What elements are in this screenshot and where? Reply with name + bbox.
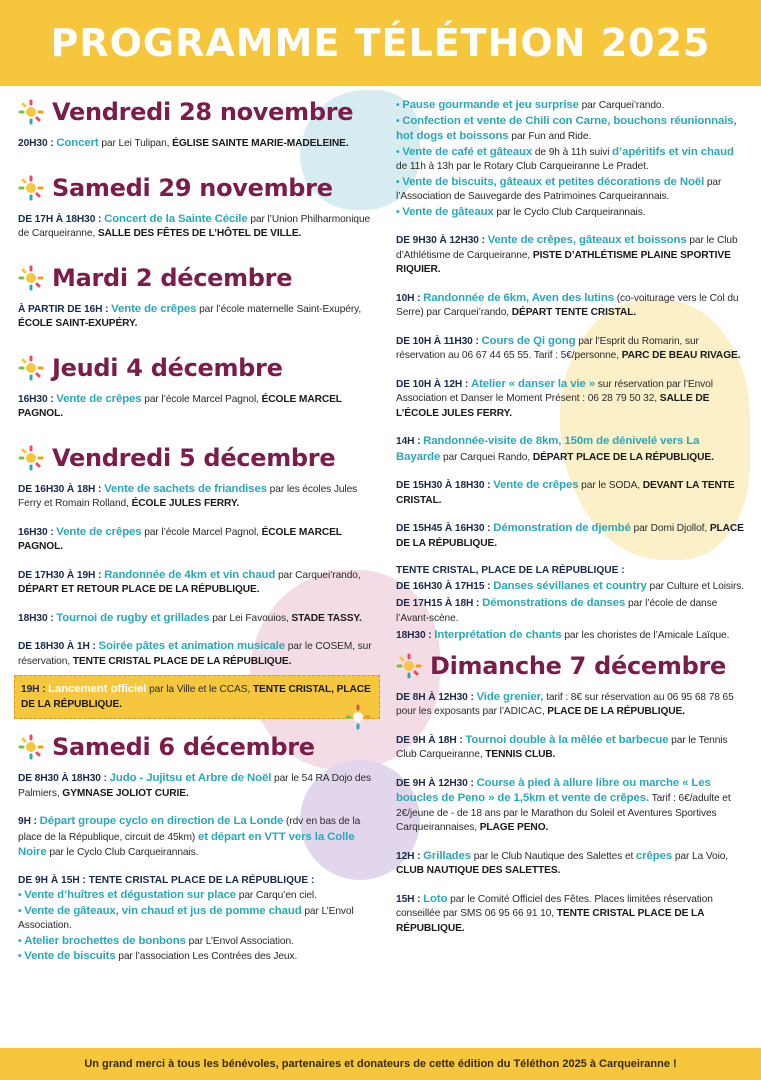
- event-item: [396, 596, 746, 626]
- sun-icon: [18, 355, 44, 381]
- page-title: PROGRAMME TÉLÉTHON 2025: [50, 21, 711, 65]
- event-organizer: par Carquei Rando,: [440, 451, 533, 463]
- day-title: Dimanche 7 décembre: [430, 651, 726, 680]
- event-place: TENNIS CLUB.: [485, 749, 556, 760]
- event-activity: Tournoi double à la mêlée et barbecue: [465, 733, 669, 746]
- event-activity: Vente d’huîtres et dégustation sur place: [24, 889, 237, 901]
- event-organizer: par Carqu’en ciel.: [236, 890, 317, 901]
- event-activity: Tournoi de rugby et grillades: [56, 611, 210, 624]
- event-place: STADE TASSY.: [291, 612, 362, 624]
- event-item: [396, 434, 746, 465]
- event-item: [396, 690, 746, 720]
- event-activity: Vente de gâteaux, vin chaud et jus de pomme chaud: [24, 904, 302, 917]
- event-time: DE 15H45 À 16H30 :: [396, 523, 494, 534]
- event-organizer: par l’Association de Sauvegarde des Patrimoines Carqueirannais.: [396, 176, 722, 202]
- event-time: 10H :: [396, 292, 424, 304]
- event-organizer: par Lei Favouios,: [209, 612, 292, 624]
- event-place: ÉCOLE SAINT-EXUPÉRY.: [18, 318, 138, 329]
- event-organizer: par la Ville et le CCAS,: [146, 684, 253, 695]
- event-item: [18, 611, 376, 627]
- bullet-icon: •: [396, 100, 403, 111]
- bullet-item: [396, 175, 746, 205]
- event-time: 18H30 :: [18, 612, 57, 624]
- bullet-icon: •: [18, 890, 25, 901]
- day-title: Samedi 6 décembre: [52, 733, 315, 761]
- event-place: ÉCOLE JULES FERRY.: [131, 498, 240, 509]
- event-activity: Loto: [423, 892, 448, 905]
- event-place: GYMNASE JOLIOT CURIE.: [62, 787, 189, 799]
- event-activity: Vente de café et gâteaux: [402, 145, 533, 158]
- event-place: DEVANT LA TENTE CRISTAL.: [396, 480, 735, 506]
- event-time: DE 16H30 À 17H15 :: [396, 580, 494, 592]
- footer-banner: Un grand merci à tous les bénévoles, partenaires et donateurs de cette édition du Téléthon 2025 à Carqueiranne !: [0, 1048, 761, 1080]
- event-time: DE 9H À 18H :: [396, 734, 466, 746]
- event-time: DE 8H À 12H30 :: [396, 691, 477, 703]
- bullet-item: [396, 114, 746, 145]
- event-organizer: par l’école Marcel Pagnol,: [141, 526, 262, 538]
- event-organizer: par l’école maternelle Saint-Exupéry,: [196, 303, 362, 315]
- sun-icon: [18, 445, 44, 471]
- event-time: DE 10H À 11H30 :: [396, 335, 482, 347]
- event-activity: Confection et vente de Chili con Carne, bouchons réunionnais, hot dogs et boissons: [396, 114, 737, 142]
- event-place: SALLE DES FÊTES DE L’HÔTEL DE VILLE.: [97, 228, 302, 239]
- bullet-item: [396, 205, 746, 221]
- day-heading: [18, 174, 376, 202]
- event-organizer: tarif : 8€ sur réservation au 06 95 68 78 65 pour les exposants par l’ADICAC,: [396, 691, 734, 717]
- event-item: [18, 639, 376, 669]
- event-activity: Vente de crêpes: [56, 392, 142, 405]
- event-organizer: par le Cyclo Club Carqueirannais.: [493, 206, 646, 218]
- event-organizer: par le Tennis Club Carqueiranne,: [396, 734, 728, 760]
- event-organizer: par le 54 RA Dojo des Palmiers,: [18, 773, 372, 799]
- event-organizer: par l’Esprit du Romarin, sur réservation au 06 67 44 65 55. Tarif : 5€/personne,: [396, 335, 699, 361]
- event-activity: Randonnée-visite de 8km, 150m de dénivelé vers La Bayarde: [396, 435, 700, 463]
- sun-icon: [18, 734, 44, 760]
- event-organizer: par l’école de danse l’Avant-scène.: [396, 598, 718, 624]
- event-activity: Concert de la Sainte Cécile: [104, 212, 248, 225]
- event-activity: Course à pied à allure libre ou marche « Les boucles de Peno » de 1,5km et vente de crêpes.: [396, 776, 711, 804]
- event-time: DE 15H30 À 18H30 :: [396, 480, 494, 491]
- event-activity: Cours de Qi gong: [481, 334, 576, 347]
- day-heading: [18, 733, 376, 761]
- event-organizer: par le Club d’Athlétisme de Carqueiranne,: [396, 235, 738, 261]
- bullet-item: [18, 949, 376, 965]
- event-activity: Vide grenier,: [476, 690, 544, 703]
- event-item: [396, 733, 746, 763]
- highlight-event: [14, 675, 380, 719]
- event-place: TENTE CRISTAL PLACE DE LA RÉPUBLIQUE.: [72, 655, 292, 667]
- event-activity: Démonstrations de danses: [482, 597, 626, 609]
- event-activity: Vente de biscuits: [24, 950, 116, 962]
- event-place: PISTE D’ATHLÉTISME PLAINE SPORTIVE RIQUIER.: [396, 249, 731, 275]
- bullet-icon: •: [18, 935, 25, 947]
- bullet-item: [18, 888, 376, 904]
- bullet-icon: •: [396, 176, 403, 188]
- sun-icon: [345, 704, 371, 730]
- right-column: [396, 98, 746, 949]
- event-activity: Vente de gâteaux: [402, 205, 494, 218]
- event-organizer: par Carquei’rando,: [275, 569, 361, 581]
- event-place: SALLE DE L’ÉCOLE JULES FERRY.: [396, 393, 710, 419]
- event-time: DE 17H15 À 18H :: [396, 598, 483, 609]
- event-item: [18, 568, 376, 598]
- sun-icon: [18, 99, 44, 125]
- day-title: Samedi 29 novembre: [52, 173, 333, 202]
- event-activity: Randonnée de 6km, Aven des lutins: [423, 291, 614, 304]
- bullet-icon: •: [396, 146, 403, 158]
- event-item: [18, 525, 376, 555]
- event-item: [18, 212, 376, 242]
- event-time: 16H30 :: [18, 526, 57, 538]
- event-activity: Soirée pâtes et animation musicale: [98, 640, 286, 652]
- day-title: Vendredi 28 novembre: [52, 98, 354, 126]
- day-heading: [18, 98, 376, 126]
- event-time: 18H30 :: [396, 630, 435, 641]
- event-item: [18, 771, 376, 801]
- event-time: 14H :: [396, 436, 424, 447]
- event-time: À PARTIR DE 16H :: [18, 303, 112, 315]
- event-activity: Atelier brochettes de bonbons: [24, 934, 186, 947]
- event-organizer: par Culture et Loisirs.: [646, 580, 745, 592]
- event-organizer: par Domi Djollof,: [630, 523, 710, 534]
- event-activity: Pause gourmande et jeu surprise: [402, 99, 579, 111]
- event-activity: Judo - Jujitsu et Arbre de Noël: [109, 772, 272, 784]
- bullet-icon: •: [396, 206, 403, 218]
- event-place: CLUB NAUTIQUE DES SALETTES.: [396, 865, 561, 876]
- event-activity: Vente de crêpes: [493, 479, 579, 491]
- event-activity: Concert: [56, 137, 99, 149]
- event-place: ÉGLISE SAINTE MARIE-MADELEINE.: [172, 138, 349, 149]
- event-organizer: par La Voio,: [672, 850, 729, 862]
- event-item: [18, 392, 376, 422]
- left-column: [18, 98, 376, 965]
- event-organizer: par le Comité Officiel des Fêtes. Places limitées réservation conseillée par SMS 06 95 66 91 10,: [396, 893, 713, 919]
- sun-icon: [18, 175, 44, 201]
- event-item: [396, 478, 746, 508]
- event-organizer: sur réservation par l’Envol Association et Danser le Moment Présent : 06 28 79 50 32,: [396, 378, 713, 404]
- day-heading: [18, 264, 376, 292]
- event-place: DÉPART PLACE DE LA RÉPUBLIQUE.: [532, 451, 714, 463]
- day-title: Jeudi 4 décembre: [52, 353, 283, 382]
- event-activity: Vente de crêpes: [111, 302, 197, 315]
- event-organizer: Tarif : 6€/adulte et 2€/jeune de - de 18 ans par le Marathon du Soleil et Aventures Sportives Carqueirannaises,: [396, 793, 731, 833]
- bullet-icon: •: [18, 905, 25, 917]
- event-organizer: par les écoles Jules Ferry et Romain Rolland,: [18, 483, 358, 509]
- event-organizer: par l’école Marcel Pagnol,: [141, 393, 262, 405]
- event-time: DE 9H À 12H30 :: [396, 777, 477, 789]
- bullet-icon: •: [396, 115, 403, 127]
- event-organizer: (co-voiturage vers le Col du Serre) par Carquei’rando,: [396, 292, 739, 318]
- event-activity: Grillades: [423, 849, 472, 862]
- event-item: [396, 521, 746, 551]
- event-item: [396, 291, 746, 321]
- event-item: [396, 334, 746, 364]
- event-place: PLACE DE LA RÉPUBLIQUE.: [396, 523, 744, 549]
- event-place: DÉPART ET RETOUR PLACE DE LA RÉPUBLIQUE.: [18, 584, 260, 595]
- event-place: TENTE CRISTAL PLACE DE LA RÉPUBLIQUE.: [396, 908, 705, 934]
- event-activity: Danses sévillanes et country: [493, 579, 647, 592]
- event-time: DE 17H30 À 19H :: [18, 569, 105, 581]
- event-activity: Atelier « danser la vie »: [470, 377, 596, 390]
- sun-icon: [18, 265, 44, 291]
- event-time: 20H30 :: [18, 138, 57, 149]
- event-time: DE 16H30 À 18H :: [18, 483, 105, 495]
- event-organizer: par l’association Les Contrées des Jeux.: [115, 951, 298, 962]
- event-time: 9H :: [18, 816, 40, 827]
- bullet-item: [396, 98, 746, 114]
- event-item: [396, 892, 746, 937]
- event-organizer: par le SODA,: [578, 480, 643, 491]
- event-organizer: par Carquei’rando.: [578, 100, 665, 111]
- header-banner: [0, 0, 761, 86]
- bullet-item: [18, 904, 376, 934]
- day-heading: [18, 444, 376, 472]
- event-activity: et départ en VTT vers la Colle Noire: [18, 830, 355, 858]
- event-place: PLACE DE LA RÉPUBLIQUE.: [547, 706, 685, 717]
- day-title: Mardi 2 décembre: [52, 263, 293, 292]
- event-organizer: par le Club Nautique des Salettes et: [471, 850, 636, 862]
- event-item: [18, 302, 376, 332]
- bullet-item: [396, 145, 746, 175]
- event-item: [18, 814, 376, 861]
- event-item: [396, 579, 746, 595]
- day-heading: [18, 354, 376, 382]
- event-item: [396, 849, 746, 879]
- event-activity: Vente de biscuits, gâteaux et petites décorations de Noël: [402, 175, 705, 188]
- event-place: ÉCOLE MARCEL PAGNOL.: [18, 393, 342, 419]
- event-time: 19H :: [21, 684, 49, 695]
- event-item: [396, 628, 746, 644]
- event-time: DE 18H30 À 1H :: [18, 641, 99, 652]
- event-organizer: de 9h à 11h suivi: [532, 146, 613, 158]
- event-organizer: par l’Union Philharmonique de Carqueiranne,: [18, 213, 371, 239]
- event-activity: Démonstration de djembé: [493, 522, 631, 534]
- bullet-item: [18, 934, 376, 950]
- event-activity: Interprétation de chants: [434, 629, 562, 641]
- event-activity: Lancement officiel: [48, 683, 147, 695]
- event-organizer: par le Cyclo Club Carqueirannais.: [46, 847, 199, 858]
- event-time: DE 17H À 18H30 :: [18, 213, 105, 225]
- event-time: DE 10H À 12H :: [396, 378, 471, 390]
- event-organizer: par le COSEM, sur réservation,: [18, 641, 372, 667]
- event-place: PARC DE BEAU RIVAGE.: [621, 350, 741, 361]
- event-time: 12H :: [396, 850, 424, 862]
- event-activity: crêpes: [635, 849, 673, 862]
- event-place: TENTE CRISTAL, PLACE DE LA RÉPUBLIQUE.: [21, 684, 371, 710]
- event-activity: Randonnée de 4km et vin chaud: [104, 568, 276, 581]
- event-organizer: de 11h à 13h par le Rotary Club Carqueiranne Le Pradet.: [396, 161, 649, 172]
- event-item: [396, 233, 746, 278]
- event-organizer: par L’Envol Association.: [185, 935, 294, 947]
- event-time: DE 8H30 À 18H30 :: [18, 773, 110, 784]
- event-time: DE 9H30 À 12H30 :: [396, 235, 488, 246]
- bullet-icon: •: [18, 951, 25, 962]
- block-heading: DE 9H À 15H : TENTE CRISTAL PLACE DE LA RÉPUBLIQUE :: [18, 874, 315, 886]
- event-item: [18, 136, 376, 152]
- event-organizer: (rdv en bas de la place de la République, circuit de 45km): [18, 816, 361, 843]
- sun-icon: [396, 653, 422, 679]
- day-title: Vendredi 5 décembre: [52, 443, 336, 472]
- event-item: [18, 482, 376, 512]
- event-activity: Vente de crêpes: [56, 525, 142, 538]
- day-heading: [396, 652, 746, 680]
- event-place: DÉPART TENTE CRISTAL.: [511, 307, 637, 318]
- event-activity: Vente de crêpes, gâteaux et boissons: [487, 234, 687, 246]
- event-item: [396, 377, 746, 422]
- event-organizer: par Fun and Ride.: [508, 131, 592, 142]
- event-organizer: par Lei Tulipan,: [98, 138, 173, 149]
- event-time: 16H30 :: [18, 393, 57, 405]
- event-activity: Départ groupe cyclo en direction de La Londe: [39, 815, 284, 827]
- block-heading: TENTE CRISTAL, PLACE DE LA RÉPUBLIQUE :: [396, 565, 625, 576]
- event-place: PLAGE PENO.: [479, 822, 549, 833]
- event-activity: Vente de sachets de friandises: [104, 482, 267, 495]
- event-activity: d’apéritifs et vin chaud: [612, 145, 734, 158]
- event-place: ÉCOLE MARCEL PAGNOL.: [18, 526, 342, 552]
- event-organizer: par les choristes de l’Amicale Laïque.: [561, 630, 730, 641]
- event-organizer: par L’Envol Association.: [18, 905, 354, 931]
- event-time: 15H :: [396, 893, 424, 905]
- event-item: [396, 776, 746, 836]
